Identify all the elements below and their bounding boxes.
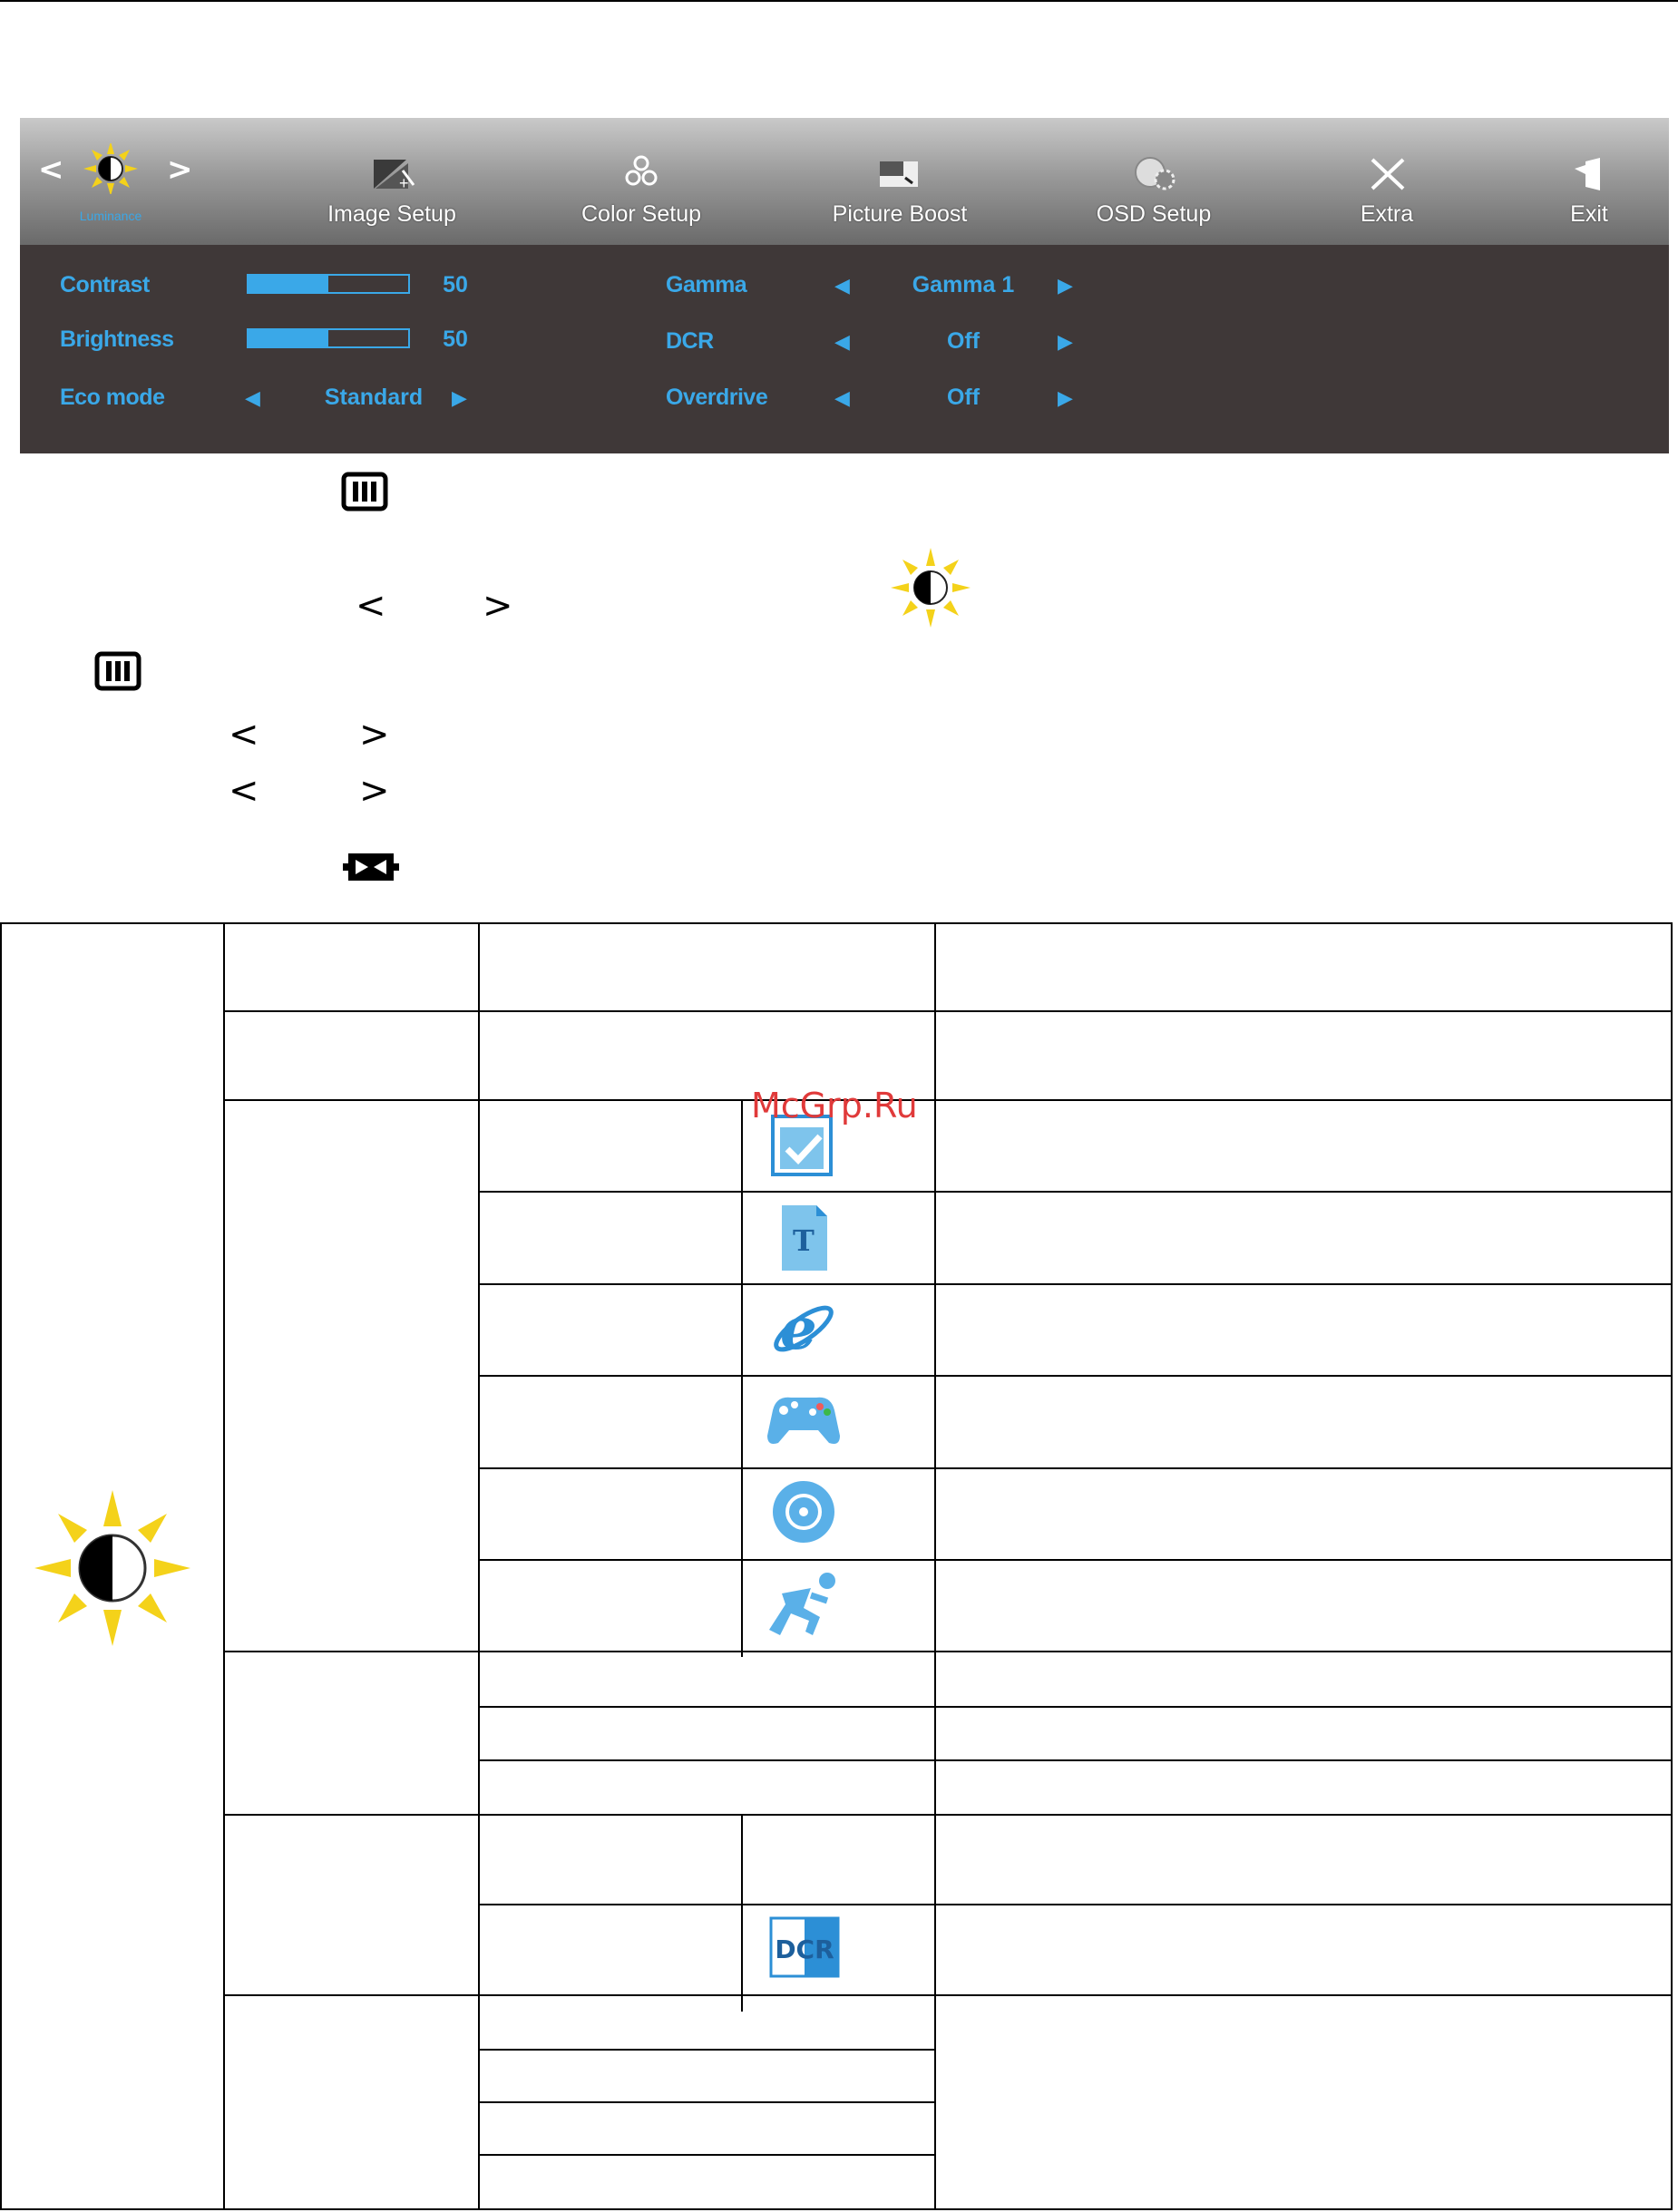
- tab-extra[interactable]: [1287, 118, 1487, 245]
- row-divider: [478, 1283, 1673, 1285]
- brightness-slider-fill: [249, 330, 328, 346]
- chevron-right-icon: >: [359, 714, 390, 755]
- sun-brightness-icon: [20, 143, 201, 194]
- row-divider: [478, 1375, 1673, 1377]
- overdrive-label: Overdrive: [666, 385, 768, 410]
- dcr-icon: [767, 1915, 842, 1980]
- overdrive-next-arrow[interactable]: ▶: [1058, 386, 1073, 409]
- row-divider: [223, 1010, 1673, 1012]
- gamma-prev-arrow[interactable]: ◀: [834, 274, 850, 297]
- table-border: [0, 2208, 1673, 2210]
- tab-label: Color Setup: [580, 201, 702, 227]
- extra-tools-icon: [1287, 143, 1487, 194]
- top-rule: [0, 0, 1678, 2]
- column-divider: [741, 1815, 743, 2012]
- dcr-next-arrow[interactable]: ▶: [1058, 330, 1073, 353]
- tab-label: Image Setup: [327, 201, 456, 227]
- row-divider: [478, 2049, 936, 2051]
- eco-mode-next-arrow[interactable]: ▶: [452, 386, 467, 409]
- dcr-prev-arrow[interactable]: ◀: [834, 330, 850, 353]
- contrast-value: 50: [443, 272, 468, 297]
- gamma-value: Gamma 1: [912, 272, 1015, 297]
- osd-setup-icon: [1054, 143, 1254, 194]
- row-divider: [223, 1994, 1673, 1996]
- tab-label: Exit: [1570, 201, 1608, 227]
- column-divider: [223, 922, 225, 2210]
- table-border: [0, 922, 2, 2210]
- tab-label: Luminance: [79, 209, 142, 223]
- osd-tab-bar: [20, 118, 1669, 245]
- svg-text:e: e: [780, 1295, 817, 1363]
- contrast-label: Contrast: [60, 272, 150, 297]
- eco-mode-value: Standard: [324, 385, 424, 410]
- eco-mode-label: Eco mode: [60, 385, 165, 410]
- osd-settings-panel: [20, 245, 1669, 453]
- tab-color-setup[interactable]: [541, 118, 741, 245]
- table-border: [1671, 922, 1673, 2210]
- dcr-label: DCR: [666, 328, 714, 354]
- tab-image-setup[interactable]: [292, 118, 492, 245]
- chevron-left-icon: <: [229, 770, 259, 812]
- watermark: McGrp.Ru: [751, 1086, 918, 1125]
- tab-picture-boost[interactable]: [800, 118, 1000, 245]
- exit-door-icon: [1498, 143, 1678, 194]
- dcr-value: Off: [946, 328, 980, 354]
- row-divider: [478, 1904, 1673, 1905]
- row-divider: [478, 2154, 936, 2156]
- sun-brightness-icon: [31, 1486, 194, 1650]
- row-divider: [478, 1559, 1673, 1561]
- color-setup-icon: [541, 143, 741, 194]
- gamepad-icon: [764, 1383, 844, 1452]
- overdrive-prev-arrow[interactable]: ◀: [834, 386, 850, 409]
- movie-disc-icon: [769, 1477, 838, 1546]
- row-divider: [478, 1467, 1673, 1469]
- tab-luminance[interactable]: [20, 118, 201, 245]
- tab-osd-setup[interactable]: [1054, 118, 1254, 245]
- chevron-right-icon: >: [483, 585, 513, 627]
- svg-text:+: +: [399, 174, 409, 192]
- column-divider: [478, 922, 480, 2210]
- svg-text:<: <: [38, 151, 64, 188]
- dcr-icon-text: DCR: [775, 1934, 834, 1964]
- auto-exit-button-icon: [343, 851, 399, 883]
- column-divider: [741, 1101, 743, 1657]
- brightness-value: 50: [443, 326, 468, 352]
- eco-mode-prev-arrow[interactable]: ◀: [245, 386, 260, 409]
- brightness-label: Brightness: [60, 326, 174, 352]
- text-document-icon: [776, 1200, 831, 1276]
- contrast-slider-fill: [249, 276, 328, 292]
- picture-boost-icon: [800, 143, 1000, 194]
- sports-runner-icon: [764, 1568, 844, 1641]
- osd-menu: [20, 118, 1669, 453]
- gamma-label: Gamma: [666, 272, 747, 297]
- internet-explorer-icon: [767, 1289, 840, 1367]
- table-border: [0, 922, 1673, 924]
- overdrive-value: Off: [946, 385, 980, 410]
- row-divider: [478, 2101, 936, 2103]
- chevron-left-icon: <: [356, 585, 386, 627]
- svg-text:T: T: [793, 1223, 815, 1258]
- row-divider: [223, 1099, 1673, 1101]
- row-divider: [223, 1651, 1673, 1652]
- image-setup-icon: [292, 143, 492, 194]
- sun-brightness-icon: [889, 546, 972, 629]
- contrast-slider[interactable]: [247, 274, 410, 294]
- gamma-next-arrow[interactable]: ▶: [1058, 274, 1073, 297]
- row-divider: [478, 1191, 1673, 1193]
- row-divider: [478, 1759, 1673, 1761]
- tab-exit[interactable]: [1498, 118, 1678, 245]
- brightness-slider[interactable]: [247, 328, 410, 348]
- row-divider: [223, 1814, 1673, 1816]
- row-divider: [478, 1706, 1673, 1708]
- chevron-left-icon: <: [229, 714, 259, 755]
- tab-label: Picture Boost: [832, 201, 968, 227]
- chevron-right-icon: >: [359, 770, 390, 812]
- svg-text:>: >: [167, 151, 193, 188]
- menu-button-icon: [341, 472, 388, 512]
- tab-label: OSD Setup: [1096, 201, 1212, 227]
- tab-label: Extra: [1360, 201, 1414, 227]
- menu-button-icon: [94, 651, 141, 691]
- column-divider: [934, 922, 936, 2210]
